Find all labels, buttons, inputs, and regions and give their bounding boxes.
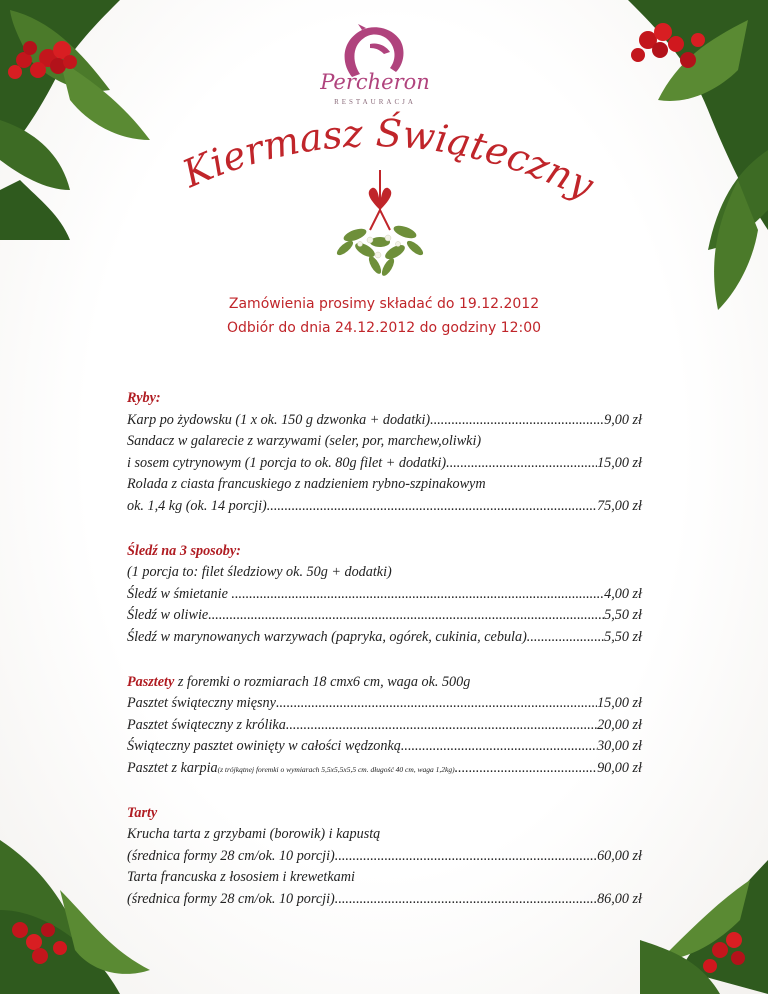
- logo-subtitle: RESTAURACJA: [334, 98, 416, 106]
- menu-item-label: Śledź w oliwie: [127, 607, 209, 624]
- menu-item-label: Śledź w marynowanych warzywach (papryka, ogórek, cukinia, cebula): [127, 628, 527, 645]
- section-heading-label: Pasztety: [127, 673, 175, 690]
- menu-item: [127, 584, 642, 606]
- menu-item-price: 60,00 zł: [597, 847, 642, 864]
- menu-item-description: Sandacz w galarecie z warzywami (seler, por, marchew,oliwki): [127, 433, 482, 450]
- menu-item: [127, 410, 642, 432]
- menu-item: [127, 715, 642, 737]
- menu-item-label: Pasztet świąteczny mięsny: [127, 695, 276, 712]
- menu-item: [127, 889, 642, 911]
- menu-item-price: 30,00 zł: [597, 738, 642, 755]
- menu-item-label: Karp po żydowsku (1 x ok. 150 g dzwonka + dodatki): [127, 411, 431, 428]
- menu-item: [127, 758, 642, 780]
- menu-item: [127, 605, 642, 627]
- section-heading-pasztety: [127, 672, 642, 694]
- section-heading-ryby: Ryby:: [127, 390, 161, 406]
- menu-item-label: Pasztet z karpia: [127, 759, 218, 776]
- menu-item-label: ok. 1,4 kg (ok. 14 porcji): [127, 497, 267, 514]
- menu-item: [127, 736, 642, 758]
- menu-item-description: Tarta francuska z łososiem i krewetkami: [127, 869, 355, 886]
- menu-item-price: 90,00 zł: [597, 759, 642, 776]
- menu-item-price: 20,00 zł: [597, 716, 642, 733]
- menu-item-price: 15,00 zł: [597, 454, 642, 471]
- menu-item: [127, 627, 642, 649]
- menu-item-price: 15,00 zł: [597, 695, 642, 712]
- restaurant-logo: [300, 22, 450, 108]
- menu-item-label: (średnica formy 28 cm/ok. 10 porcji): [127, 890, 335, 907]
- section-note: z foremki o rozmiarach 18 cmx6 cm, waga ok. 500g: [174, 673, 471, 690]
- menu-item-label: i sosem cytrynowym (1 porcja to ok. 80g filet + dodatki): [127, 454, 447, 471]
- menu-item-label: Śledź w śmietanie ..: [127, 585, 239, 602]
- menu-item: [127, 453, 642, 475]
- menu-item: [127, 496, 642, 518]
- page-title-text: Kiermasz Świąteczny: [176, 111, 601, 208]
- section-heading-tarty: Tarty: [127, 804, 158, 821]
- logo-name: Percheron: [320, 70, 430, 94]
- menu-item-label: (średnica formy 28 cm/ok. 10 porcji): [127, 847, 335, 864]
- menu-item-price: 75,00 zł: [597, 497, 642, 514]
- section-note: (1 porcja to: filet śledziowy ok. 50g + dodatki): [127, 564, 392, 581]
- menu-item: [127, 693, 642, 715]
- menu-item-price: 9,00 zł: [604, 411, 642, 428]
- menu-item-small-note: (z trójkątnej foremki o wymiarach 5,5x5,5x5,5 cm. długość 40 cm, waga 1,2kg): [217, 764, 455, 774]
- menu-item-price: 5,50 zł: [604, 628, 642, 645]
- mistletoe-icon: [320, 170, 440, 290]
- menu-item-label: Świąteczny pasztet owinięty w całości wędzonką: [127, 738, 401, 755]
- menu-item-description: Krucha tarta z grzybami (borowik) i kapustą: [127, 826, 381, 843]
- pickup-deadline-text: Odbiór do dnia 24.12.2012 do godziny 12:00: [226, 320, 542, 336]
- menu-item-price: 5,50 zł: [604, 607, 642, 624]
- menu-list: [127, 388, 642, 910]
- order-deadline-text: Zamówienia prosimy składać do 19.12.2012: [228, 296, 540, 312]
- menu-item-label: Pasztet świąteczny z królika: [127, 716, 286, 733]
- menu-item: [127, 846, 642, 868]
- section-heading-sledz: Śledź na 3 sposoby:: [127, 542, 241, 559]
- menu-item-price: 86,00 zł: [597, 890, 642, 907]
- menu-item-price: 4,00 zł: [604, 585, 642, 602]
- menu-item-description: Rolada z ciasta francuskiego z nadzieniem rybno-szpinakowym: [127, 476, 486, 493]
